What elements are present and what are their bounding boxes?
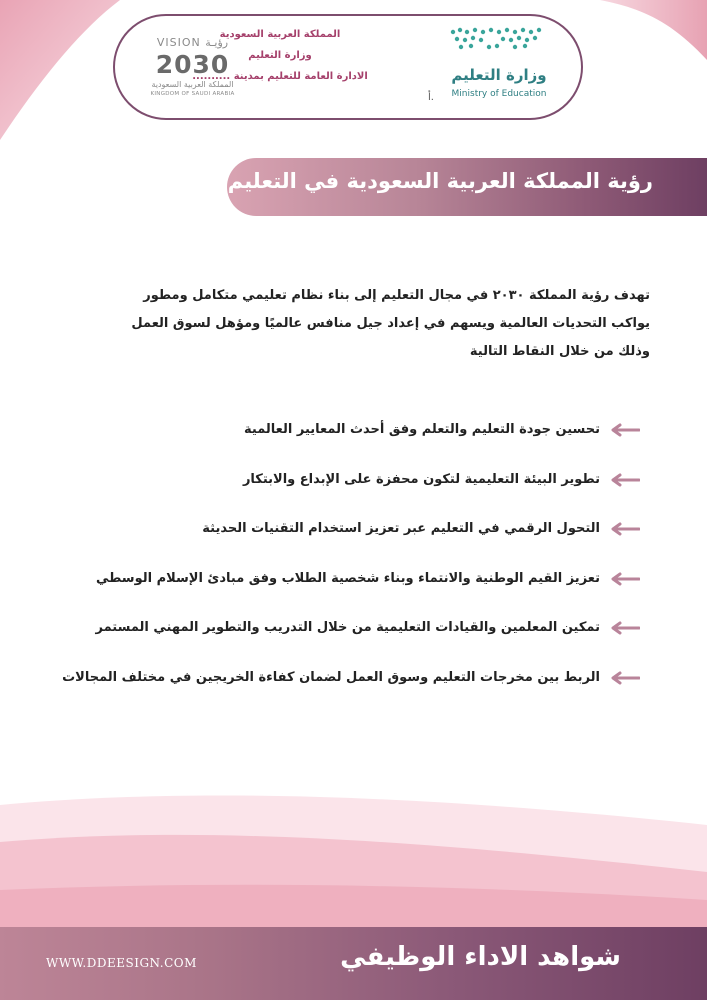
arrow-left-icon <box>610 423 640 437</box>
title-ribbon <box>227 158 707 216</box>
intro-line: يواكب التحديات العالمية ويسهم في إعداد جيل منافس عالميًا ومؤهل لسوق العمل <box>131 316 650 331</box>
arrow-left-icon <box>610 572 640 586</box>
vision-2030-logo <box>145 36 240 104</box>
ministry-logo-arabic: وزارة التعليم <box>451 66 547 84</box>
arrow-left-icon <box>610 671 640 685</box>
list-item-text: تعزيز القيم الوطنية والانتماء وبناء شخصية الطلاب وفق مبادئ الإسلام الوسطي <box>95 570 600 586</box>
list-item-text: تطوير البيئة التعليمية لتكون محفزة على الإبداع والابتكار <box>242 471 600 487</box>
intro-line: وذلك من خلال النقاط التالية <box>469 344 650 359</box>
vision-year: 2030 <box>155 50 230 79</box>
arrow-left-icon <box>610 473 640 487</box>
vision-label: VISION رؤيـة <box>156 36 229 49</box>
intro-paragraph <box>60 282 650 366</box>
header-name-label: أ. <box>428 92 434 103</box>
arrow-left-icon <box>610 522 640 536</box>
header-kingdom: المملكة العربية السعودية <box>219 29 341 40</box>
list-item <box>40 565 640 615</box>
list-item <box>40 515 640 565</box>
list-item <box>40 416 640 466</box>
arrow-left-icon <box>610 621 640 635</box>
list-item-text: الربط بين مخرجات التعليم وسوق العمل لضمان كفاءة الخريجين في مختلف المجالات <box>62 669 600 685</box>
list-item <box>40 614 640 664</box>
list-item-text: تمكين المعلمين والقيادات التعليمية من خلال التدريب والتطوير المهني المستمر <box>95 620 600 635</box>
ministry-logo-english: Ministry of Education <box>451 89 547 99</box>
page-title: رؤية المملكة العربية السعودية في التعليم <box>227 169 653 193</box>
header-directorate: الادارة العامة للتعليم بمدينة .......... <box>192 71 368 82</box>
vision-kingdom-arabic: المملكة العربية السعودية <box>151 80 234 89</box>
footer-website: WWW.DDEESIGN.COM <box>46 956 197 970</box>
bullet-list <box>40 416 640 713</box>
header-ministry: وزارة التعليم <box>248 50 312 61</box>
list-item-text: التحول الرقمي في التعليم عبر تعزيز استخدام التقنيات الحديثة <box>202 521 600 536</box>
list-item <box>40 466 640 516</box>
vision-kingdom-english: KINGDOM OF SAUDI ARABIA <box>150 91 235 97</box>
footer-title: شواهد الاداء الوظيفي <box>340 942 621 972</box>
top-right-wave <box>600 0 707 60</box>
list-item-text: تحسين جودة التعليم والتعلم وفق أحدث المعايير العالمية <box>244 422 600 437</box>
intro-line: تهدف رؤية المملكة ٢٠٣٠ في مجال التعليم إلى بناء نظام تعليمي متكامل ومطور <box>143 288 650 303</box>
footer-bar <box>0 927 707 1000</box>
list-item <box>40 664 640 714</box>
top-left-wave <box>0 0 120 140</box>
